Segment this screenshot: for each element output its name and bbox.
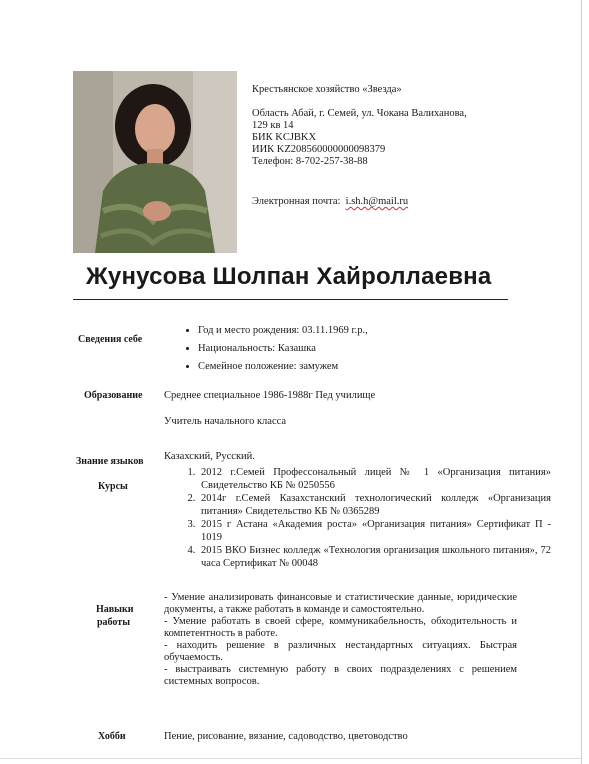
skill-item-4: - выстраивать системную работу в своих подразделениях с решением системных вопросов. <box>164 664 517 687</box>
course-item-1: 1. 2012 г.Семей Профессональный лицей № 1 «Организация питания» Свидетельство КБ № 0250556 <box>198 467 551 492</box>
bik: БИК KCJBKX <box>252 132 317 143</box>
label-education: Образование <box>84 390 143 401</box>
iik: ИИК KZ208560000000098379 <box>252 144 386 155</box>
skill-item-3: - находить решение в различных нестандартных ситуациях. Быстрая обучаемость. <box>164 640 517 663</box>
phone: Телефон: 8-702-257-38-88 <box>252 156 368 167</box>
about-item-birth: • Год и место рождения: 03.11.1969 г.р., <box>198 324 368 338</box>
course-item-3: 3. 2015 г Астана «Академия роста» «Организация питания» Сертификат П - 1019 <box>198 519 551 544</box>
email-link[interactable]: i.sh.h@mail.ru <box>345 196 409 207</box>
education-line-1: Среднее специальное 1986-1988г Пед училище <box>164 390 376 401</box>
contact-block <box>252 84 522 208</box>
hobby-value: Пение, рисование, вязание, садоводство, цветоводство <box>164 731 408 742</box>
label-about: Сведения себе <box>78 334 143 345</box>
courses-list <box>164 467 551 571</box>
name-divider <box>73 299 508 300</box>
full-name: Жунусова Шолпан Хайроллаевна <box>86 263 492 290</box>
email-label: Электронная почта: <box>252 196 341 207</box>
page-edge-bottom <box>0 758 582 759</box>
skill-item-2: - Умение работать в своей сфере, коммуникабельность, обходительность и компетентность в работе. <box>164 616 517 639</box>
email-row <box>252 196 522 208</box>
skills-block <box>164 592 517 688</box>
label-courses: Курсы <box>98 481 128 492</box>
address-line-1: Область Абай, г. Семей, ул. Чокана Валиханова, <box>252 108 467 119</box>
profile-photo <box>73 71 237 253</box>
skill-item-1: - Умение анализировать финансовые и статистические данные, юридические документы, а также работать в команде и самостоятельно. <box>164 592 517 615</box>
course-item-4: 4. 2015 ВКО Бизнес колледж «Технология организация школьного питания», 72 часа Сертификат № 00048 <box>198 545 551 570</box>
about-item-family: • Семейное положение: замужем <box>198 360 368 374</box>
languages-value: Казахский, Русский. <box>164 451 255 462</box>
education-line-2: Учитель начального класса <box>164 416 287 427</box>
farm-name: Крестьянское хозяйство «Звезда» <box>252 84 402 95</box>
course-item-2: 2. 2014г г.Семей Казахстанский технологический колледж «Организация питания» Свидетельство КБ № 0365289 <box>198 493 551 518</box>
about-item-nationality: • Национальность: Казашка <box>198 342 368 356</box>
address-line-2: 129 кв 14 <box>252 120 294 131</box>
label-hobby: Хобби <box>98 731 126 742</box>
label-skills-2: работы <box>97 617 131 628</box>
label-languages: Знание языков <box>76 456 144 467</box>
label-skills-1: Навыки <box>96 604 134 615</box>
page-edge <box>581 0 582 764</box>
about-list <box>164 324 368 378</box>
